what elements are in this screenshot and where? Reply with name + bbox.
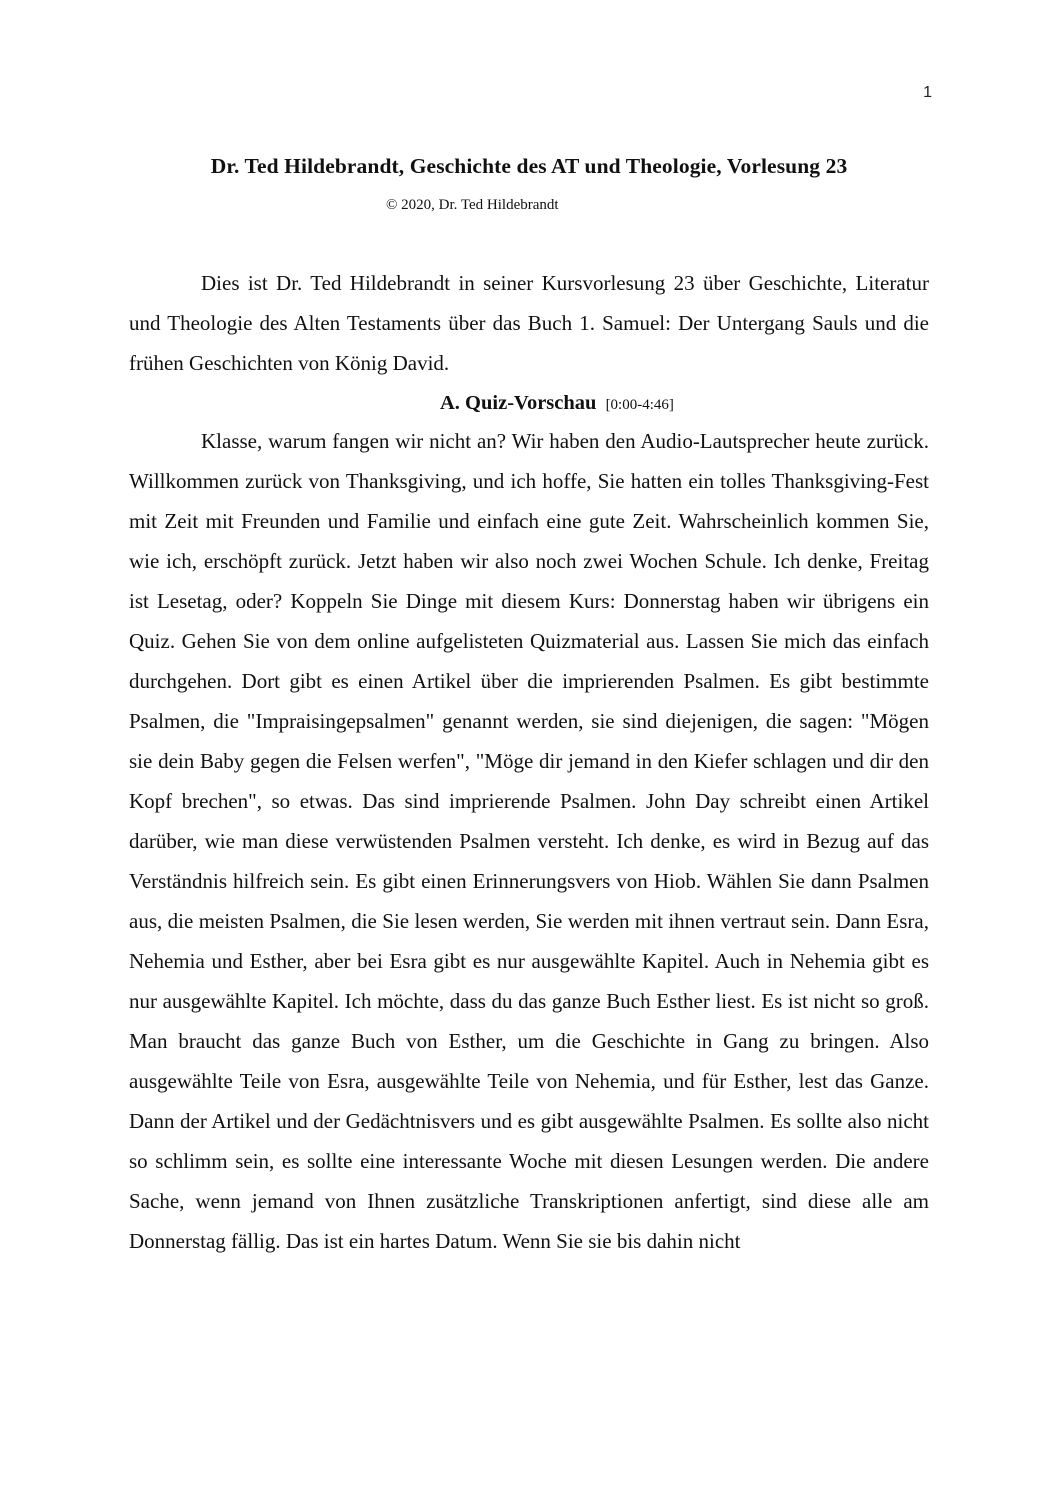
- section-timestamp: [0:00-4:46]: [605, 397, 674, 413]
- section-heading: [440, 392, 674, 415]
- intro-paragraph: Dies ist Dr. Ted Hildebrandt in seiner Kursvorlesung 23 über Geschichte, Literatur und Theologie des Alten Testaments über das Buch 1. Samuel: Der Untergang Sauls und die frühen Geschichten von König David.: [129, 271, 929, 375]
- document-title: Dr. Ted Hildebrandt, Geschichte des AT und Theologie, Vorlesung 23: [210, 154, 848, 178]
- body-paragraph: Klasse, warum fangen wir nicht an? Wir haben den Audio-Lautsprecher heute zurück. Willkommen zurück von Thanksgiving, und ich hoffe, Sie hatten ein tolles Thanksgiving-Fest mit Zeit mit Freunden und Familie und einfach eine gute Zeit. Wahrscheinlich kommen Sie, wie ich, erschöpft zurück. Jetzt haben wir also noch zwei Wochen Schule. Ich denke, Freitag ist Lesetag, oder? Koppeln Sie Dinge mit diesem Kurs: Donnerstag haben wir übrigens ein Quiz. Gehen Sie von dem online aufgelisteten Quizmaterial aus. Lassen Sie mich das einfach durchgehen. Dort gibt es einen Artikel über die imprierenden Psalmen. Es gibt bestimmte Psalmen, die "Impraisingepsalmen" genannt werden, sie sind diejenigen, die sagen: "Mögen sie dein Baby gegen die Felsen werfen", "Möge dir jemand in den Kiefer schlagen und dir den Kopf brechen", so etwas. Das sind imprierende Psalmen. John Day schreibt einen Artikel darüber, wie man diese verwüstenden Psalmen versteht. Ich denke, es wird in Bezug auf das Verständnis hilfreich sein. Es gibt einen Erinnerungsvers von Hiob. Wählen Sie dann Psalmen aus, die meisten Psalmen, die Sie lesen werden, Sie werden mit ihnen vertraut sein. Dann Esra, Nehemia und Esther, aber bei Esra gibt es nur ausgewählte Kapitel. Auch in Nehemia gibt es nur ausgewählte Kapitel. Ich möchte, dass du das ganze Buch Esther liest. Es ist nicht so groß. Man braucht das ganze Buch von Esther, um die Geschichte in Gang zu bringen. Also ausgewählte Teile von Esra, ausgewählte Teile von Nehemia, und für Esther, lest das Ganze. Dann der Artikel und der Gedächtnisvers und es gibt ausgewählte Psalmen. Es sollte also nicht so schlimm sein, es sollte eine interessante Woche mit diesen Lesungen werden. Die andere Sache, wenn jemand von Ihnen zusätzliche Transkriptionen anfertigt, sind diese alle am Donnerstag fällig. Das ist ein hartes Datum. Wenn Sie sie bis dahin nicht: [129, 429, 929, 1253]
- section-heading-text: A. Quiz-Vorschau: [440, 392, 597, 414]
- copyright-line: © 2020, Dr. Ted Hildebrandt: [386, 197, 559, 213]
- page-number: 1: [923, 84, 932, 101]
